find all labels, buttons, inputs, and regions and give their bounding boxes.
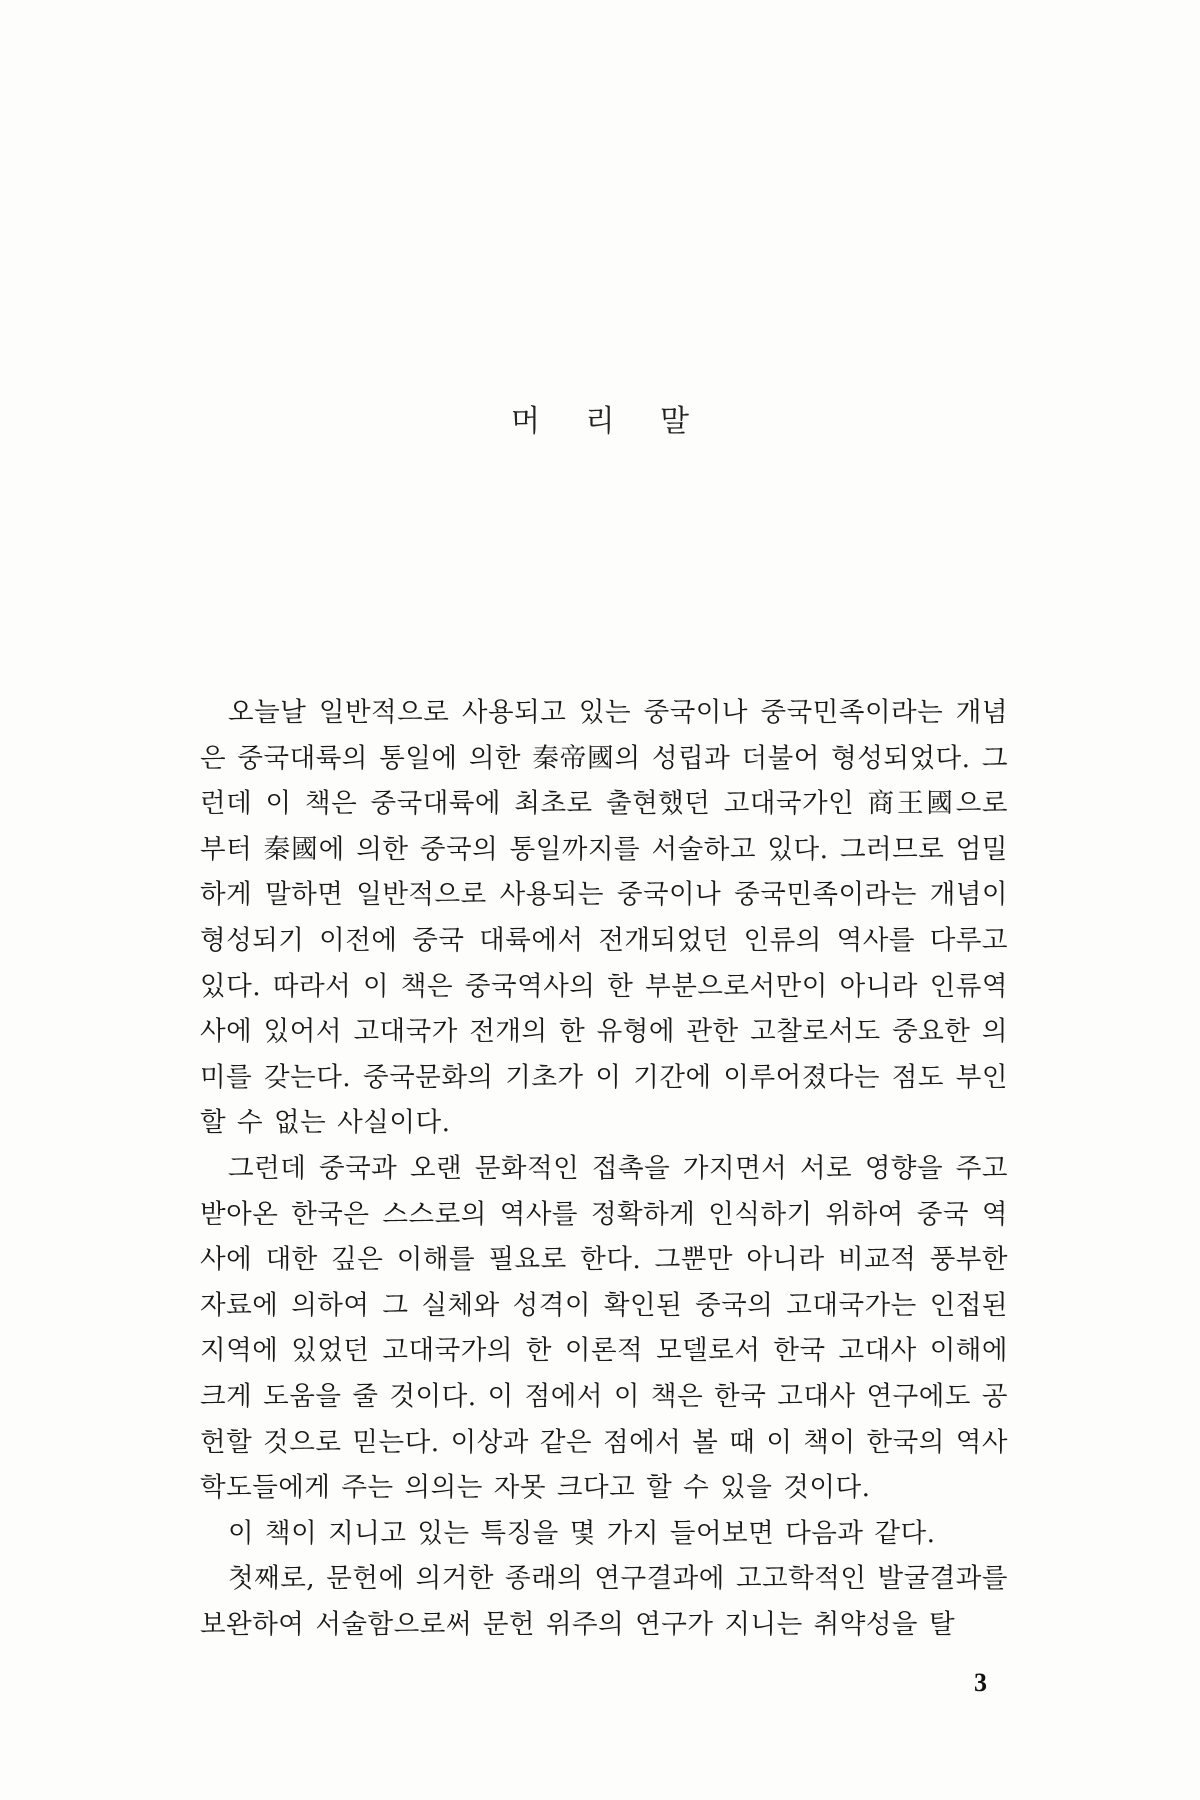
paragraph-3: 이 책이 지니고 있는 특징을 몇 가지 들어보면 다음과 같다. bbox=[228, 1517, 936, 1549]
paragraph-1: 오늘날 일반적으로 사용되고 있는 중국이나 중국민족이라는 개념은 중국대륙의 통일에 의한 秦帝國의 성립과 더불어 형성되었다. 그런데 이 책은 중국대륙에 최초로 출현했던 고대국가인 商王國으로부터 秦國에 의한 중국의 통일까지를 서술하고 있다. 그러므로 엄밀하게 말하면 일반적으로 사용되는 중국이나 중국민족이라는 개념이 형성되기 이전에 중국 대륙에서 전개되었던 인류의 역사를 다루고 있다. 따라서 이 책은 중국역사의 한 부분으로서만이 아니라 인류역사에 있어서 고대국가 전개의 한 유형에 관한 고찰로서도 중요한 의미를 갖는다. 중국문화의 기초가 이 기간에 이루어졌다는 점도 부인할 수 없는 사실이다. bbox=[200, 697, 1008, 1139]
paragraph-4: 첫째로, 문헌에 의거한 종래의 연구결과에 고고학적인 발굴결과를 보완하여 서술함으로써 문헌 위주의 연구가 지니는 취약성을 탈 bbox=[200, 1563, 1008, 1640]
paragraph-2: 그런데 중국과 오랜 문화적인 접촉을 가지면서 서로 영향을 주고 받아온 한국은 스스로의 역사를 정확하게 인식하기 위하여 중국 역사에 대한 깊은 이해를 필요로 한다. 그뿐만 아니라 비교적 풍부한 자료에 의하여 그 실체와 성격이 확인된 중국의 고대국가는 인접된 지역에 있었던 고대국가의 한 이론적 모델로서 한국 고대사 이해에 크게 도움을 줄 것이다. 이 점에서 이 책은 한국 고대사 연구에도 공헌할 것으로 믿는다. 이상과 같은 점에서 볼 때 이 책이 한국의 역사학도들에게 주는 의의는 자못 크다고 할 수 있을 것이다. bbox=[200, 1152, 1008, 1504]
page-number: 3 bbox=[974, 1668, 987, 1697]
preface-body bbox=[200, 690, 1008, 1647]
page-title: 머 리 말 bbox=[510, 404, 707, 439]
